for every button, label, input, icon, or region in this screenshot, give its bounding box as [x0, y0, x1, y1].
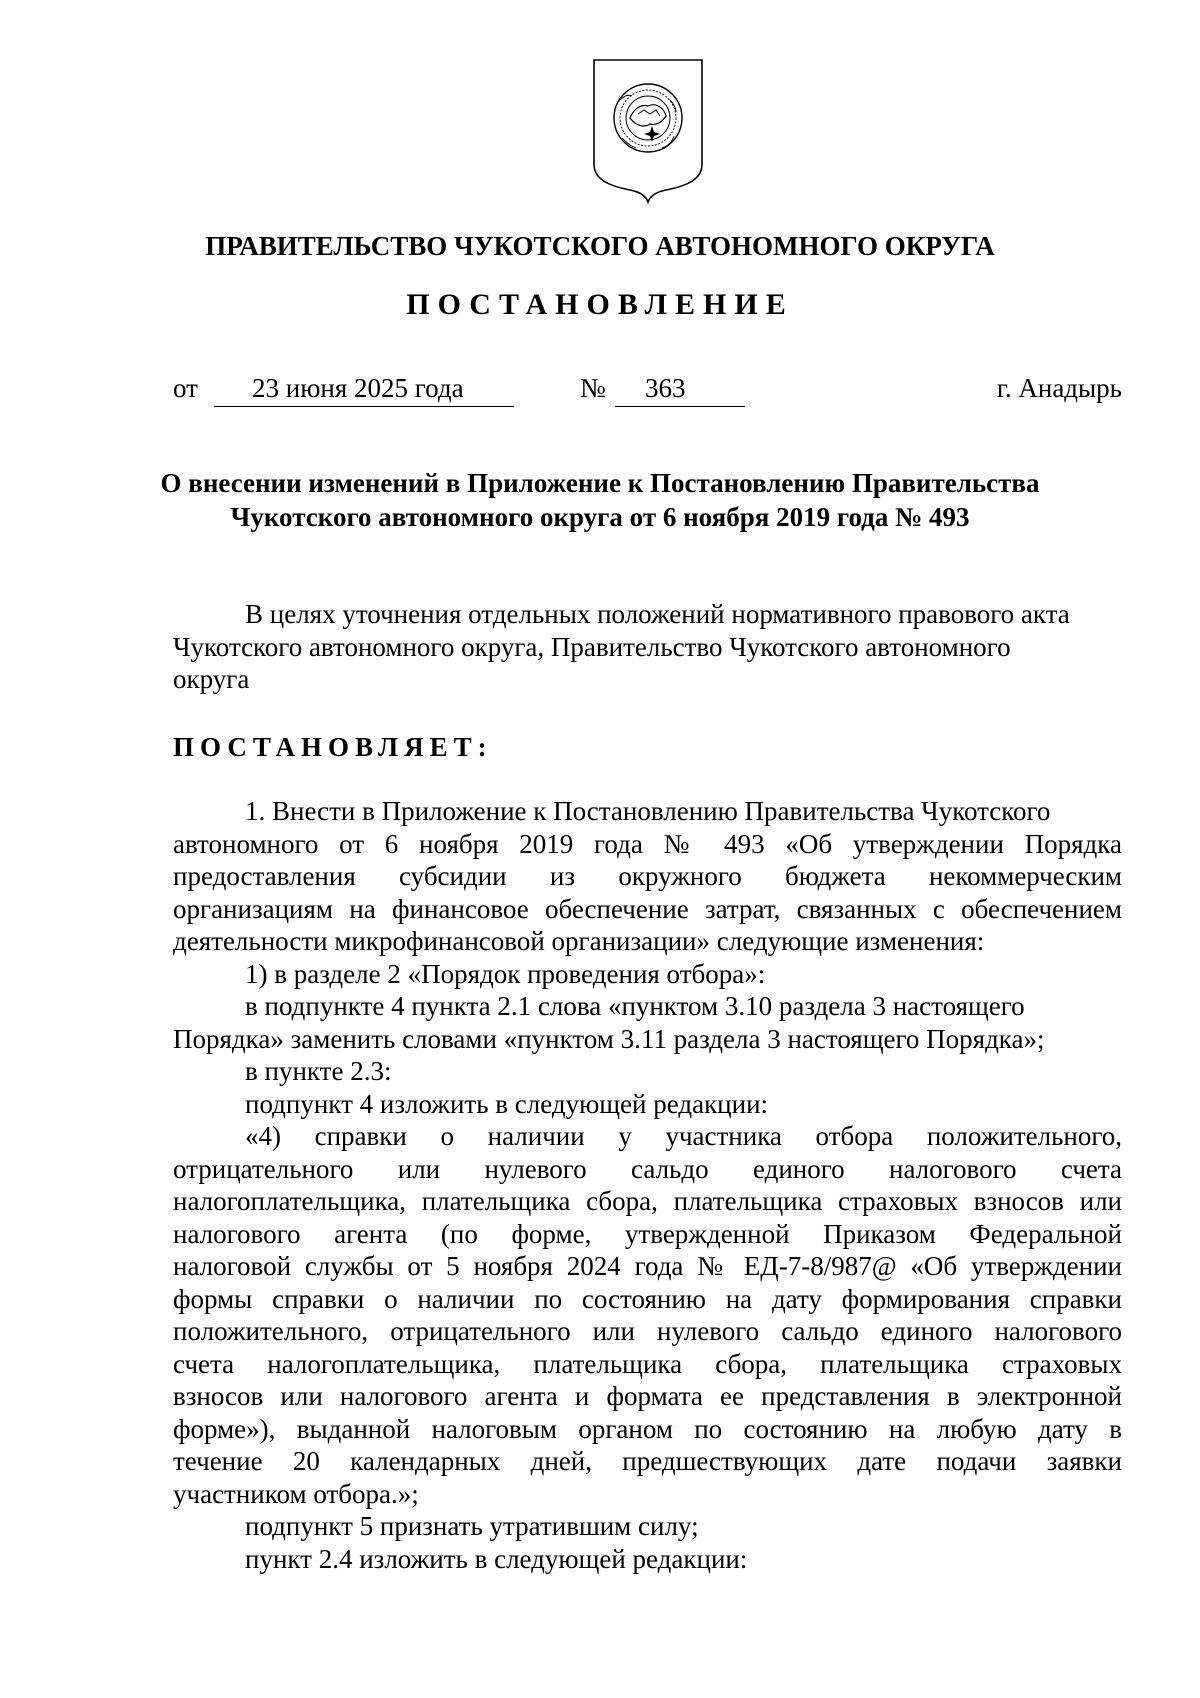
body-line: 1) в разделе 2 «Порядок проведения отбора»:	[245, 958, 766, 989]
document-city: г. Анадырь	[996, 373, 1122, 403]
date-label: от	[173, 373, 198, 403]
document-subject	[0, 466, 1200, 534]
number-label: №	[580, 373, 606, 403]
body-line: течение 20 календарных дней, предшествующих дате подачи заявки	[173, 1446, 1122, 1476]
document-type: ПОСТАНОВЛЕНИЕ	[406, 288, 794, 321]
body-line: налогового агента (по форме, утвержденной Приказом Федеральной	[173, 1218, 1122, 1249]
subject-line: Чукотского автономного округа от 6 ноября 2019 года № 493	[230, 502, 970, 532]
body-line: отрицательного или нулевого сальдо единого налогового счета	[173, 1153, 1122, 1184]
body-line: подпункт 4 изложить в следующей редакции:	[245, 1088, 769, 1119]
body-line: организациям на финансовое обеспечение затрат, связанных с обеспечением	[173, 893, 1122, 924]
document-date: 23 июня 2025 года	[214, 370, 514, 407]
document-number: 363	[615, 370, 745, 407]
intro-line: округа	[173, 664, 250, 694]
body-line: форме»), выданной налоговым органом по состоянию на любую дату в	[173, 1413, 1122, 1444]
document-meta-row	[0, 370, 1200, 410]
body-line: пункт 2.4 изложить в следующей редакции:	[245, 1543, 748, 1574]
body-line: налоговой службы от 5 ноября 2024 года № ЕД-7-8/987@ «Об утверждении	[173, 1251, 1122, 1281]
body-line: налогоплательщика, плательщика сбора, плательщика страховых взносов или	[173, 1186, 1122, 1216]
intro-line: В целях уточнения отдельных положений нормативного правового акта	[245, 599, 1070, 629]
body-line: взносов или налогового агента и формата ее представления в электронной	[173, 1381, 1122, 1411]
body-line: в пункте 2.3:	[245, 1056, 392, 1086]
body-line: счета налогоплательщика, плательщика сбора, плательщика страховых	[173, 1348, 1122, 1379]
resolution-body	[173, 795, 1122, 1575]
body-line: в подпункте 4 пункта 2.1 слова «пунктом 3.10 раздела 3 настоящего	[245, 991, 1025, 1021]
coat-of-arms-emblem	[590, 56, 706, 206]
body-line: автономного от 6 ноября 2019 года № 493 «Об утверждении Порядка	[173, 828, 1122, 859]
subject-line: О внесении изменений в Приложение к Постановлению Правительства	[160, 468, 1040, 498]
government-name: ПРАВИТЕЛЬСТВО ЧУКОТСКОГО АВТОНОМНОГО ОКРУГА	[205, 231, 995, 261]
body-line: 1. Внести в Приложение к Постановлению Правительства Чукотского	[245, 796, 1051, 826]
intro-line: Чукотского автономного округа, Правительство Чукотского автономного	[173, 631, 1011, 662]
body-line: предоставления субсидии из окружного бюджета некоммерческим	[173, 861, 1122, 891]
body-line: участником отбора.»;	[173, 1478, 419, 1509]
body-line: деятельности микрофинансовой организации» следующие изменения:	[173, 926, 985, 956]
intro-paragraph	[173, 598, 1122, 696]
body-line: формы справки о наличии по состоянию на дату формирования справки	[173, 1283, 1122, 1314]
body-line: Порядка» заменить словами «пунктом 3.11 раздела 3 настоящего Порядка»;	[173, 1023, 1045, 1054]
resolves-heading: ПОСТАНОВЛЯЕТ:	[173, 732, 493, 762]
body-line: подпункт 5 признать утратившим силу;	[245, 1511, 699, 1541]
body-line: положительного, отрицательного или нулевого сальдо единого налогового	[173, 1316, 1122, 1346]
body-line: «4) справки о наличии у участника отбора положительного,	[245, 1121, 1122, 1151]
